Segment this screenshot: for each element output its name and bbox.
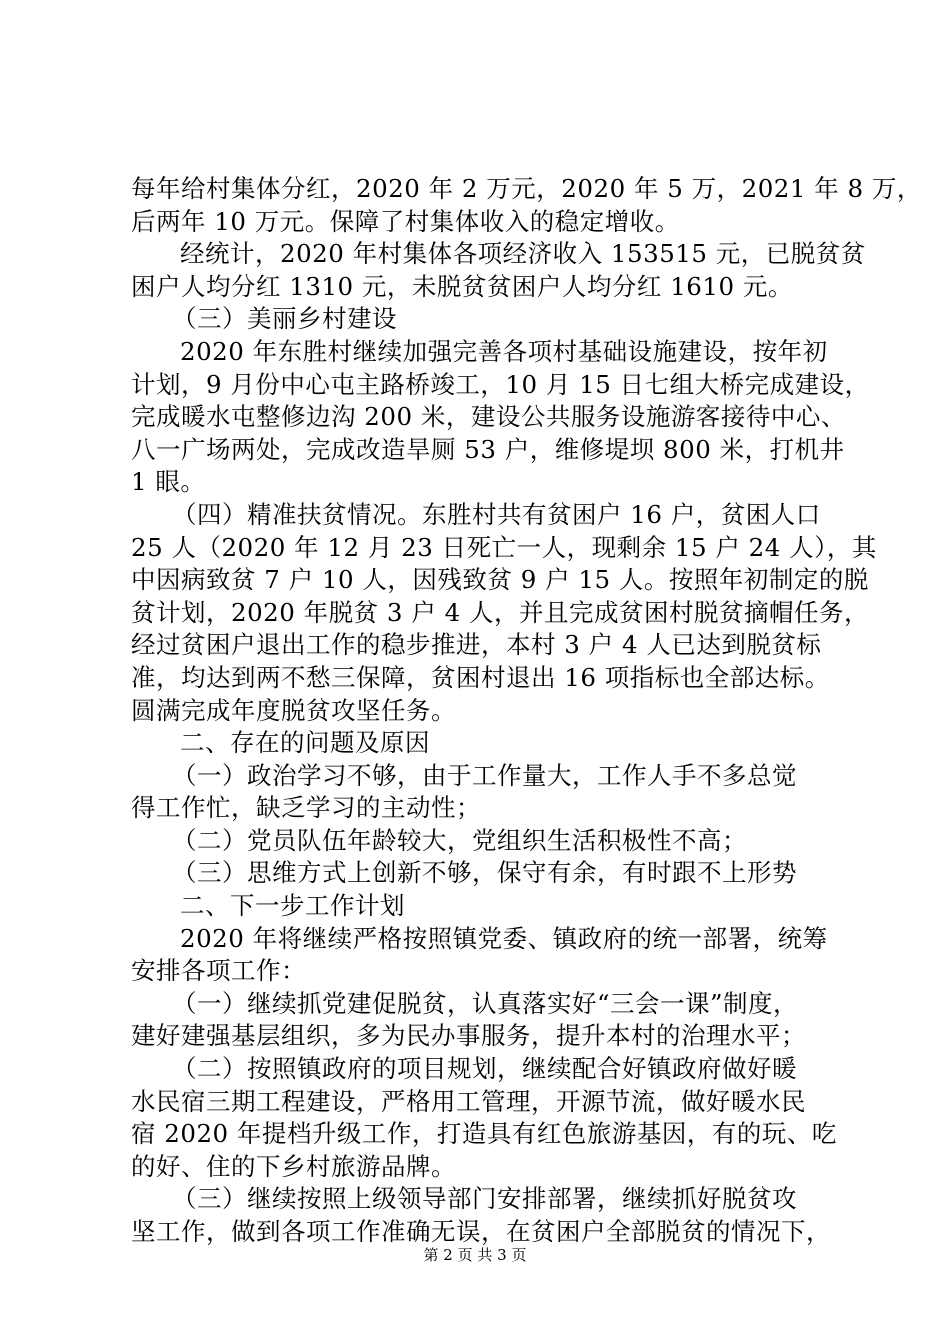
section-heading: （四）精准扶贫情况。东胜村共有贫困户 16 户，贫困人口 (172, 499, 821, 529)
text-line: 经过贫困户退出工作的稳步推进，本村 3 户 4 人已达到脱贫标 (131, 630, 822, 660)
section-heading: 二、下一步工作计划 (180, 891, 405, 921)
paragraph-start-line: 经统计，2020 年村集体各项经济收入 153515 元，已脱贫贫 (180, 239, 866, 269)
text-line: 完成暖水屯整修边沟 200 米，建设公共服务设施游客接待中心、 (131, 402, 846, 432)
text-line: 中因病致贫 7 户 10 人，因残致贫 9 户 15 人。按照年初制定的脱 (131, 565, 869, 595)
paragraph-start-line: 2020 年东胜村继续加强完善各项村基础设施建设，按年初 (180, 336, 828, 366)
text-line: 计划，9 月份中心屯主路桥竣工，10 月 15 日七组大桥完成建设， (131, 369, 870, 399)
section-heading: 二、存在的问题及原因 (180, 728, 430, 758)
text-line: 坚工作，做到各项工作准确无误，在贫困户全部脱贫的情况下， (131, 1217, 831, 1246)
section-heading: （三）美丽乡村建设 (172, 304, 397, 334)
paragraph-start-line: （二）按照镇政府的项目规划，继续配合好镇政府做好暖 (172, 1054, 797, 1084)
text-line: 得工作忙，缺乏学习的主动性； (131, 793, 481, 823)
paragraph-start-line: （二）党员队伍年龄较大，党组织生活积极性不高； (172, 825, 747, 855)
text-line: 准，均达到两不愁三保障，贫困村退出 16 项指标也全部达标。 (131, 662, 830, 692)
text-line: 八一广场两处，完成改造旱厕 53 户，维修堤坝 800 米，打机井 (131, 434, 845, 464)
text-line: 后两年 10 万元。保障了村集体收入的稳定增收。 (131, 206, 680, 236)
document-body (131, 173, 922, 1249)
text-line: 水民宿三期工程建设，严格用工管理，开源节流，做好暖水民 (131, 1086, 806, 1116)
text-line: 25 人（2020 年 12 月 23 日死亡一人，现剩余 15 户 24 人），其 (131, 532, 877, 562)
text-line: 建好建强基层组织，多为民办事服务，提升本村的治理水平； (131, 1021, 806, 1051)
page-number-footer: 第 2 页 共 3 页 (423, 1246, 527, 1264)
text-line: 困户人均分红 1310 元，未脱贫贫困户人均分红 1610 元。 (131, 271, 793, 301)
text-line: 每年给村集体分红，2020 年 2 万元，2020 年 5 万，2021 年 8 万， (131, 174, 922, 203)
text-line: 贫计划，2020 年脱贫 3 户 4 人，并且完成贫困村脱贫摘帽任务， (131, 597, 869, 627)
text-line: 安排各项工作： (131, 956, 306, 986)
paragraph-start-line: 2020 年将继续严格按照镇党委、镇政府的统一部署，统筹 (180, 923, 828, 953)
paragraph-start-line: （一）继续抓党建促脱贫，认真落实好“三会一课”制度， (172, 988, 799, 1018)
text-line: 1 眼。 (131, 467, 206, 497)
text-line: 的好、住的下乡村旅游品牌。 (131, 1151, 456, 1181)
paragraph-start-line: （三）继续按照上级领导部门安排部署，继续抓好脱贫攻 (172, 1184, 797, 1214)
paragraph-start-line: （一）政治学习不够，由于工作量大，工作人手不多总觉 (172, 760, 797, 790)
paragraph-start-line: （三）思维方式上创新不够，保守有余，有时跟不上形势 (172, 858, 797, 888)
text-line: 圆满完成年度脱贫攻坚任务。 (131, 695, 456, 725)
text-line: 宿 2020 年提档升级工作，打造具有红色旅游基因，有的玩、吃 (131, 1119, 837, 1149)
